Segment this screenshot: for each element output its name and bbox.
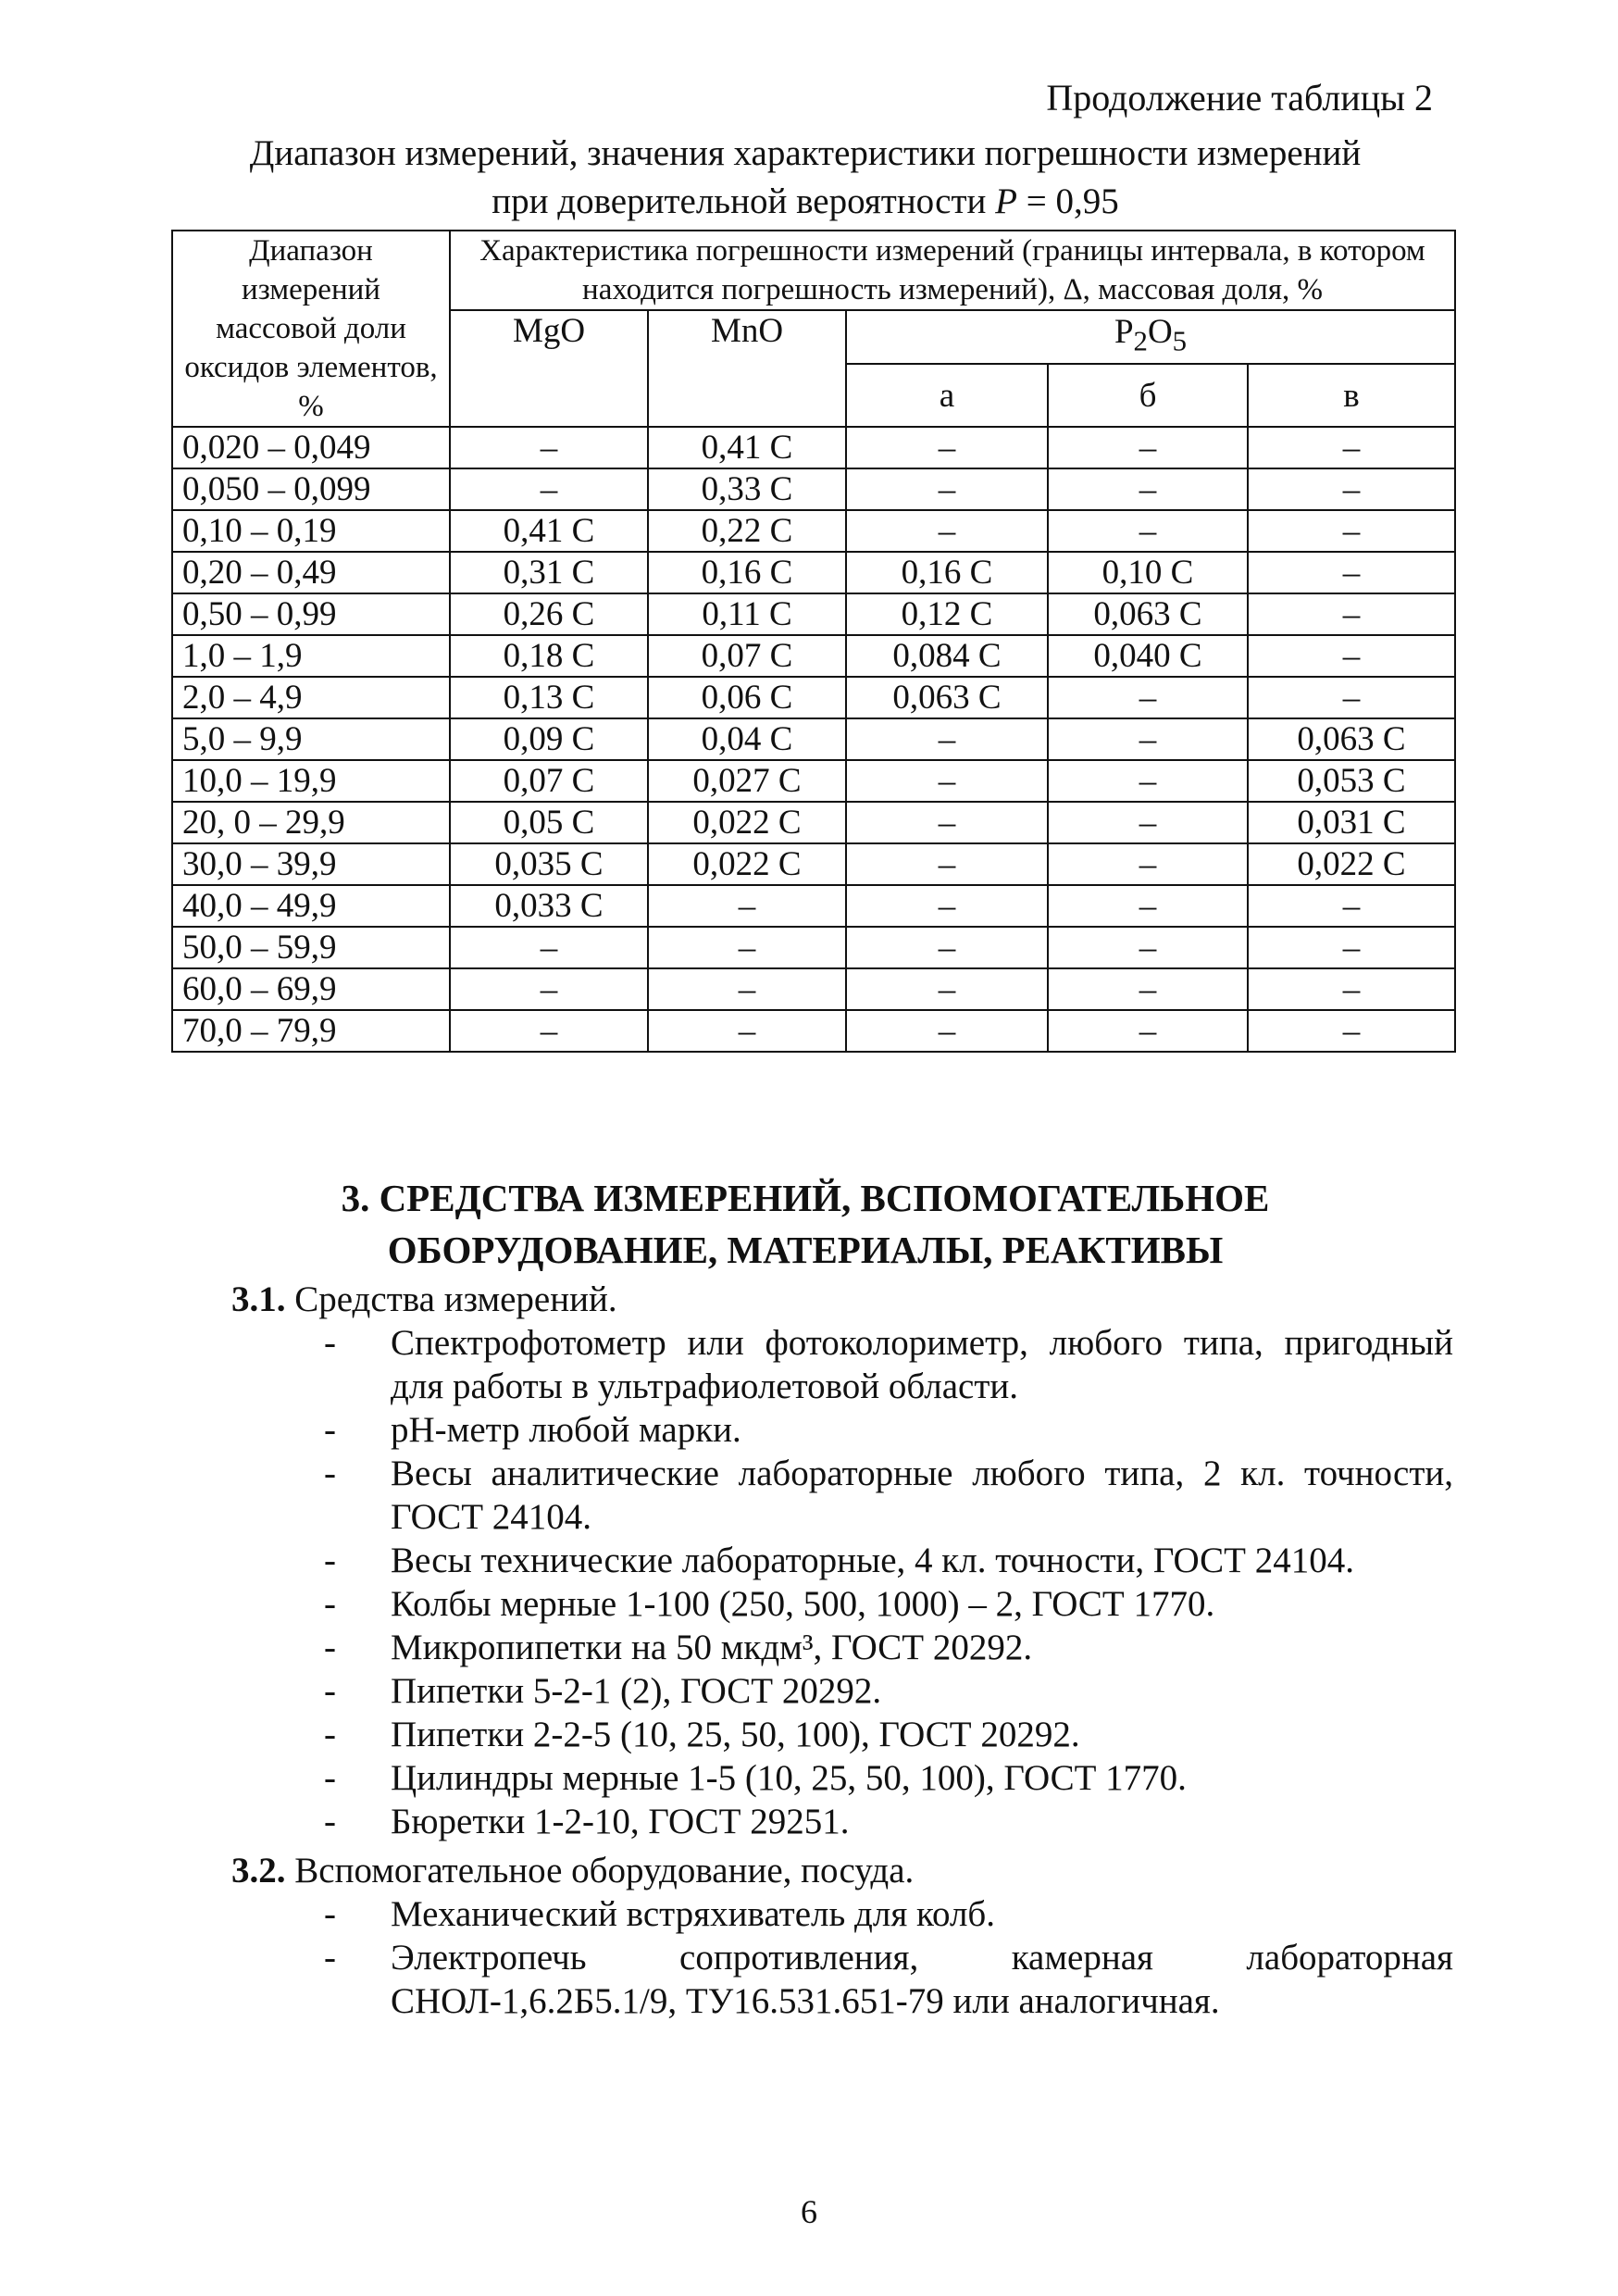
- value-cell: 0,053 С: [1248, 760, 1455, 802]
- value-cell: 0,027 С: [648, 760, 846, 802]
- value-cell: 0,022 С: [648, 843, 846, 885]
- value-cell: 0,22 С: [648, 510, 846, 552]
- value-cell: 0,084 С: [846, 635, 1048, 677]
- value-cell: –: [1248, 677, 1455, 718]
- list-item: [231, 1539, 1453, 1582]
- value-cell: –: [450, 468, 648, 510]
- value-cell: –: [1048, 427, 1248, 468]
- value-cell: –: [1248, 927, 1455, 968]
- list-dash: -: [324, 1323, 336, 1363]
- value-cell: –: [1048, 1010, 1248, 1052]
- value-cell: –: [1048, 968, 1248, 1010]
- list-item-text: Электропечь сопротивления, камерная лабораторная СНОЛ-1,6.2Б5.1/9, ТУ16.531.651-79 или аналогичная.: [391, 1938, 1453, 2021]
- table-caption: [157, 130, 1453, 226]
- value-cell: 0,16 С: [846, 552, 1048, 593]
- value-cell: –: [1248, 593, 1455, 635]
- subsection-3-2-heading: 3.2. Вспомогательное оборудование, посуда.: [231, 1851, 915, 1890]
- value-cell: –: [648, 968, 846, 1010]
- list-item-text: Цилиндры мерные 1-5 (10, 25, 50, 100), ГОСТ 1770.: [391, 1758, 1187, 1798]
- caption-probability-symbol: P: [995, 181, 1017, 221]
- section-body: [231, 1278, 1453, 2023]
- value-cell: –: [846, 802, 1048, 843]
- range-cell: 60,0 – 69,9: [172, 968, 450, 1010]
- value-cell: –: [846, 427, 1048, 468]
- table-row: [172, 718, 1455, 760]
- caption-probability-value: = 0,95: [1016, 181, 1119, 221]
- header-mno: MnO: [648, 310, 846, 427]
- list-item: [231, 1713, 1453, 1756]
- value-cell: 0,035 С: [450, 843, 648, 885]
- value-cell: 0,31 С: [450, 552, 648, 593]
- value-cell: –: [1048, 802, 1248, 843]
- range-cell: 20, 0 – 29,9: [172, 802, 450, 843]
- value-cell: 0,09 С: [450, 718, 648, 760]
- list-dash: -: [324, 1541, 336, 1580]
- range-cell: 2,0 – 4,9: [172, 677, 450, 718]
- value-cell: –: [648, 885, 846, 927]
- value-cell: –: [1048, 677, 1248, 718]
- value-cell: –: [1048, 718, 1248, 760]
- table-row: [172, 677, 1455, 718]
- subsection-3-1-heading: 3.1. Средства измерений.: [231, 1279, 617, 1319]
- table-row: [172, 843, 1455, 885]
- value-cell: 0,41 С: [450, 510, 648, 552]
- value-cell: 0,040 С: [1048, 635, 1248, 677]
- range-cell: 0,50 – 0,99: [172, 593, 450, 635]
- list-item-text: Пипетки 5-2-1 (2), ГОСТ 20292.: [391, 1671, 882, 1711]
- value-cell: 0,031 С: [1248, 802, 1455, 843]
- list-item: [231, 1936, 1453, 2023]
- list-item-text: Спектрофотометр или фотоколориметр, любого типа, пригодный для работы в ультрафиолетовой области.: [391, 1323, 1453, 1406]
- list-dash: -: [324, 1715, 336, 1754]
- range-cell: 0,10 – 0,19: [172, 510, 450, 552]
- header-p2o5: $P_2O_5$: [846, 310, 1455, 364]
- value-cell: –: [1048, 927, 1248, 968]
- table-row: [172, 927, 1455, 968]
- table-row: [172, 885, 1455, 927]
- list-dash: -: [324, 1628, 336, 1667]
- value-cell: –: [846, 1010, 1048, 1052]
- value-cell: 0,033 С: [450, 885, 648, 927]
- value-cell: –: [846, 510, 1048, 552]
- range-cell: 40,0 – 49,9: [172, 885, 450, 927]
- auxiliary-equipment-list: [231, 1892, 1453, 2023]
- range-cell: 1,0 – 1,9: [172, 635, 450, 677]
- value-cell: –: [648, 1010, 846, 1052]
- caption-line-2-prefix: при доверительной вероятности: [492, 181, 996, 221]
- value-cell: –: [846, 968, 1048, 1010]
- section-title-line-2: ОБОРУДОВАНИЕ, МАТЕРИАЛЫ, РЕАКТИВЫ: [387, 1229, 1224, 1271]
- range-cell: 0,020 – 0,049: [172, 427, 450, 468]
- value-cell: –: [1248, 885, 1455, 927]
- header-sub-v: в: [1248, 364, 1455, 427]
- table-row: [172, 968, 1455, 1010]
- value-cell: 0,063 С: [846, 677, 1048, 718]
- header-sub-a: а: [846, 364, 1048, 427]
- list-item-text: Весы технические лабораторные, 4 кл. точности, ГОСТ 24104.: [391, 1541, 1354, 1580]
- value-cell: –: [1248, 635, 1455, 677]
- list-dash: -: [324, 1671, 336, 1711]
- list-item-text: Колбы мерные 1-100 (250, 500, 1000) – 2, ГОСТ 1770.: [391, 1584, 1215, 1624]
- section-title: [157, 1172, 1453, 1276]
- list-dash: -: [324, 1584, 336, 1624]
- value-cell: –: [648, 927, 846, 968]
- value-cell: –: [846, 718, 1048, 760]
- list-dash: -: [324, 1758, 336, 1798]
- value-cell: –: [1048, 843, 1248, 885]
- value-cell: 0,33 С: [648, 468, 846, 510]
- measuring-instruments-list: [231, 1321, 1453, 1843]
- table-row: [172, 760, 1455, 802]
- list-item-text: Бюретки 1-2-10, ГОСТ 29251.: [391, 1802, 850, 1841]
- value-cell: –: [450, 427, 648, 468]
- list-item-text: Механический встряхиватель для колб.: [391, 1894, 996, 1934]
- value-cell: 0,10 С: [1048, 552, 1248, 593]
- value-cell: –: [450, 927, 648, 968]
- value-cell: 0,05 С: [450, 802, 648, 843]
- value-cell: –: [1248, 1010, 1455, 1052]
- table-row: [172, 468, 1455, 510]
- value-cell: 0,022 С: [1248, 843, 1455, 885]
- value-cell: 0,063 С: [1248, 718, 1455, 760]
- header-sub-b: б: [1048, 364, 1248, 427]
- value-cell: –: [450, 968, 648, 1010]
- value-cell: 0,04 С: [648, 718, 846, 760]
- list-item-text: Пипетки 2-2-5 (10, 25, 50, 100), ГОСТ 20292.: [391, 1715, 1080, 1754]
- value-cell: 0,07 С: [648, 635, 846, 677]
- value-cell: –: [846, 843, 1048, 885]
- list-item: [231, 1626, 1453, 1669]
- header-mgo: MgO: [450, 310, 648, 427]
- table-row: [172, 635, 1455, 677]
- list-dash: -: [324, 1938, 336, 1978]
- value-cell: 0,07 С: [450, 760, 648, 802]
- value-cell: –: [1048, 510, 1248, 552]
- list-dash: -: [324, 1410, 336, 1450]
- list-item-text: pH-метр любой марки.: [391, 1410, 741, 1450]
- table-continuation-label: Продолжение таблицы 2: [1046, 77, 1433, 119]
- caption-line-2: [157, 178, 1453, 226]
- value-cell: –: [450, 1010, 648, 1052]
- range-cell: 30,0 – 39,9: [172, 843, 450, 885]
- list-item-text: Весы аналитические лабораторные любого типа, 2 кл. точности, ГОСТ 24104.: [391, 1454, 1453, 1537]
- table-row: [172, 802, 1455, 843]
- range-cell: 0,050 – 0,099: [172, 468, 450, 510]
- list-item: [231, 1892, 1453, 1936]
- value-cell: 0,41 С: [648, 427, 846, 468]
- range-cell: 70,0 – 79,9: [172, 1010, 450, 1052]
- value-cell: 0,12 С: [846, 593, 1048, 635]
- list-item: [231, 1582, 1453, 1626]
- value-cell: 0,06 С: [648, 677, 846, 718]
- list-item: [231, 1669, 1453, 1713]
- error-characteristics-table: [171, 230, 1456, 1053]
- list-item: [231, 1408, 1453, 1452]
- list-dash: -: [324, 1894, 336, 1934]
- range-cell: 10,0 – 19,9: [172, 760, 450, 802]
- list-item-text: Микропипетки на 50 мкдм³, ГОСТ 20292.: [391, 1628, 1033, 1667]
- value-cell: –: [1048, 760, 1248, 802]
- value-cell: –: [1048, 885, 1248, 927]
- list-item: [231, 1321, 1453, 1408]
- table-row: [172, 593, 1455, 635]
- header-characteristic: Характеристика погрешности измерений (границы интервала, в котором находится погрешность измерений), Δ, массовая доля, %: [450, 231, 1455, 310]
- section-title-line-1: 3. СРЕДСТВА ИЗМЕРЕНИЙ, ВСПОМОГАТЕЛЬНОЕ: [341, 1177, 1270, 1219]
- list-item: [231, 1756, 1453, 1800]
- value-cell: –: [1248, 510, 1455, 552]
- value-cell: –: [1248, 468, 1455, 510]
- value-cell: 0,16 С: [648, 552, 846, 593]
- value-cell: –: [1248, 552, 1455, 593]
- range-cell: 0,20 – 0,49: [172, 552, 450, 593]
- value-cell: 0,13 С: [450, 677, 648, 718]
- value-cell: –: [846, 760, 1048, 802]
- list-dash: -: [324, 1802, 336, 1841]
- value-cell: –: [846, 927, 1048, 968]
- list-dash: -: [324, 1454, 336, 1493]
- value-cell: –: [846, 885, 1048, 927]
- value-cell: 0,022 С: [648, 802, 846, 843]
- table-row: [172, 552, 1455, 593]
- list-item: [231, 1452, 1453, 1539]
- header-range: Диапазон измерений массовой доли оксидов элементов, %: [172, 231, 450, 427]
- value-cell: –: [1248, 968, 1455, 1010]
- value-cell: –: [846, 468, 1048, 510]
- value-cell: 0,11 С: [648, 593, 846, 635]
- value-cell: 0,18 С: [450, 635, 648, 677]
- value-cell: –: [1048, 468, 1248, 510]
- range-cell: 5,0 – 9,9: [172, 718, 450, 760]
- caption-line-1: Диапазон измерений, значения характеристики погрешности измерений: [249, 133, 1362, 173]
- table-row: [172, 427, 1455, 468]
- table-row: [172, 1010, 1455, 1052]
- table-row: [172, 510, 1455, 552]
- value-cell: 0,063 С: [1048, 593, 1248, 635]
- page-number: 6: [801, 2193, 817, 2230]
- range-cell: 50,0 – 59,9: [172, 927, 450, 968]
- value-cell: 0,26 С: [450, 593, 648, 635]
- list-item: [231, 1800, 1453, 1843]
- value-cell: –: [1248, 427, 1455, 468]
